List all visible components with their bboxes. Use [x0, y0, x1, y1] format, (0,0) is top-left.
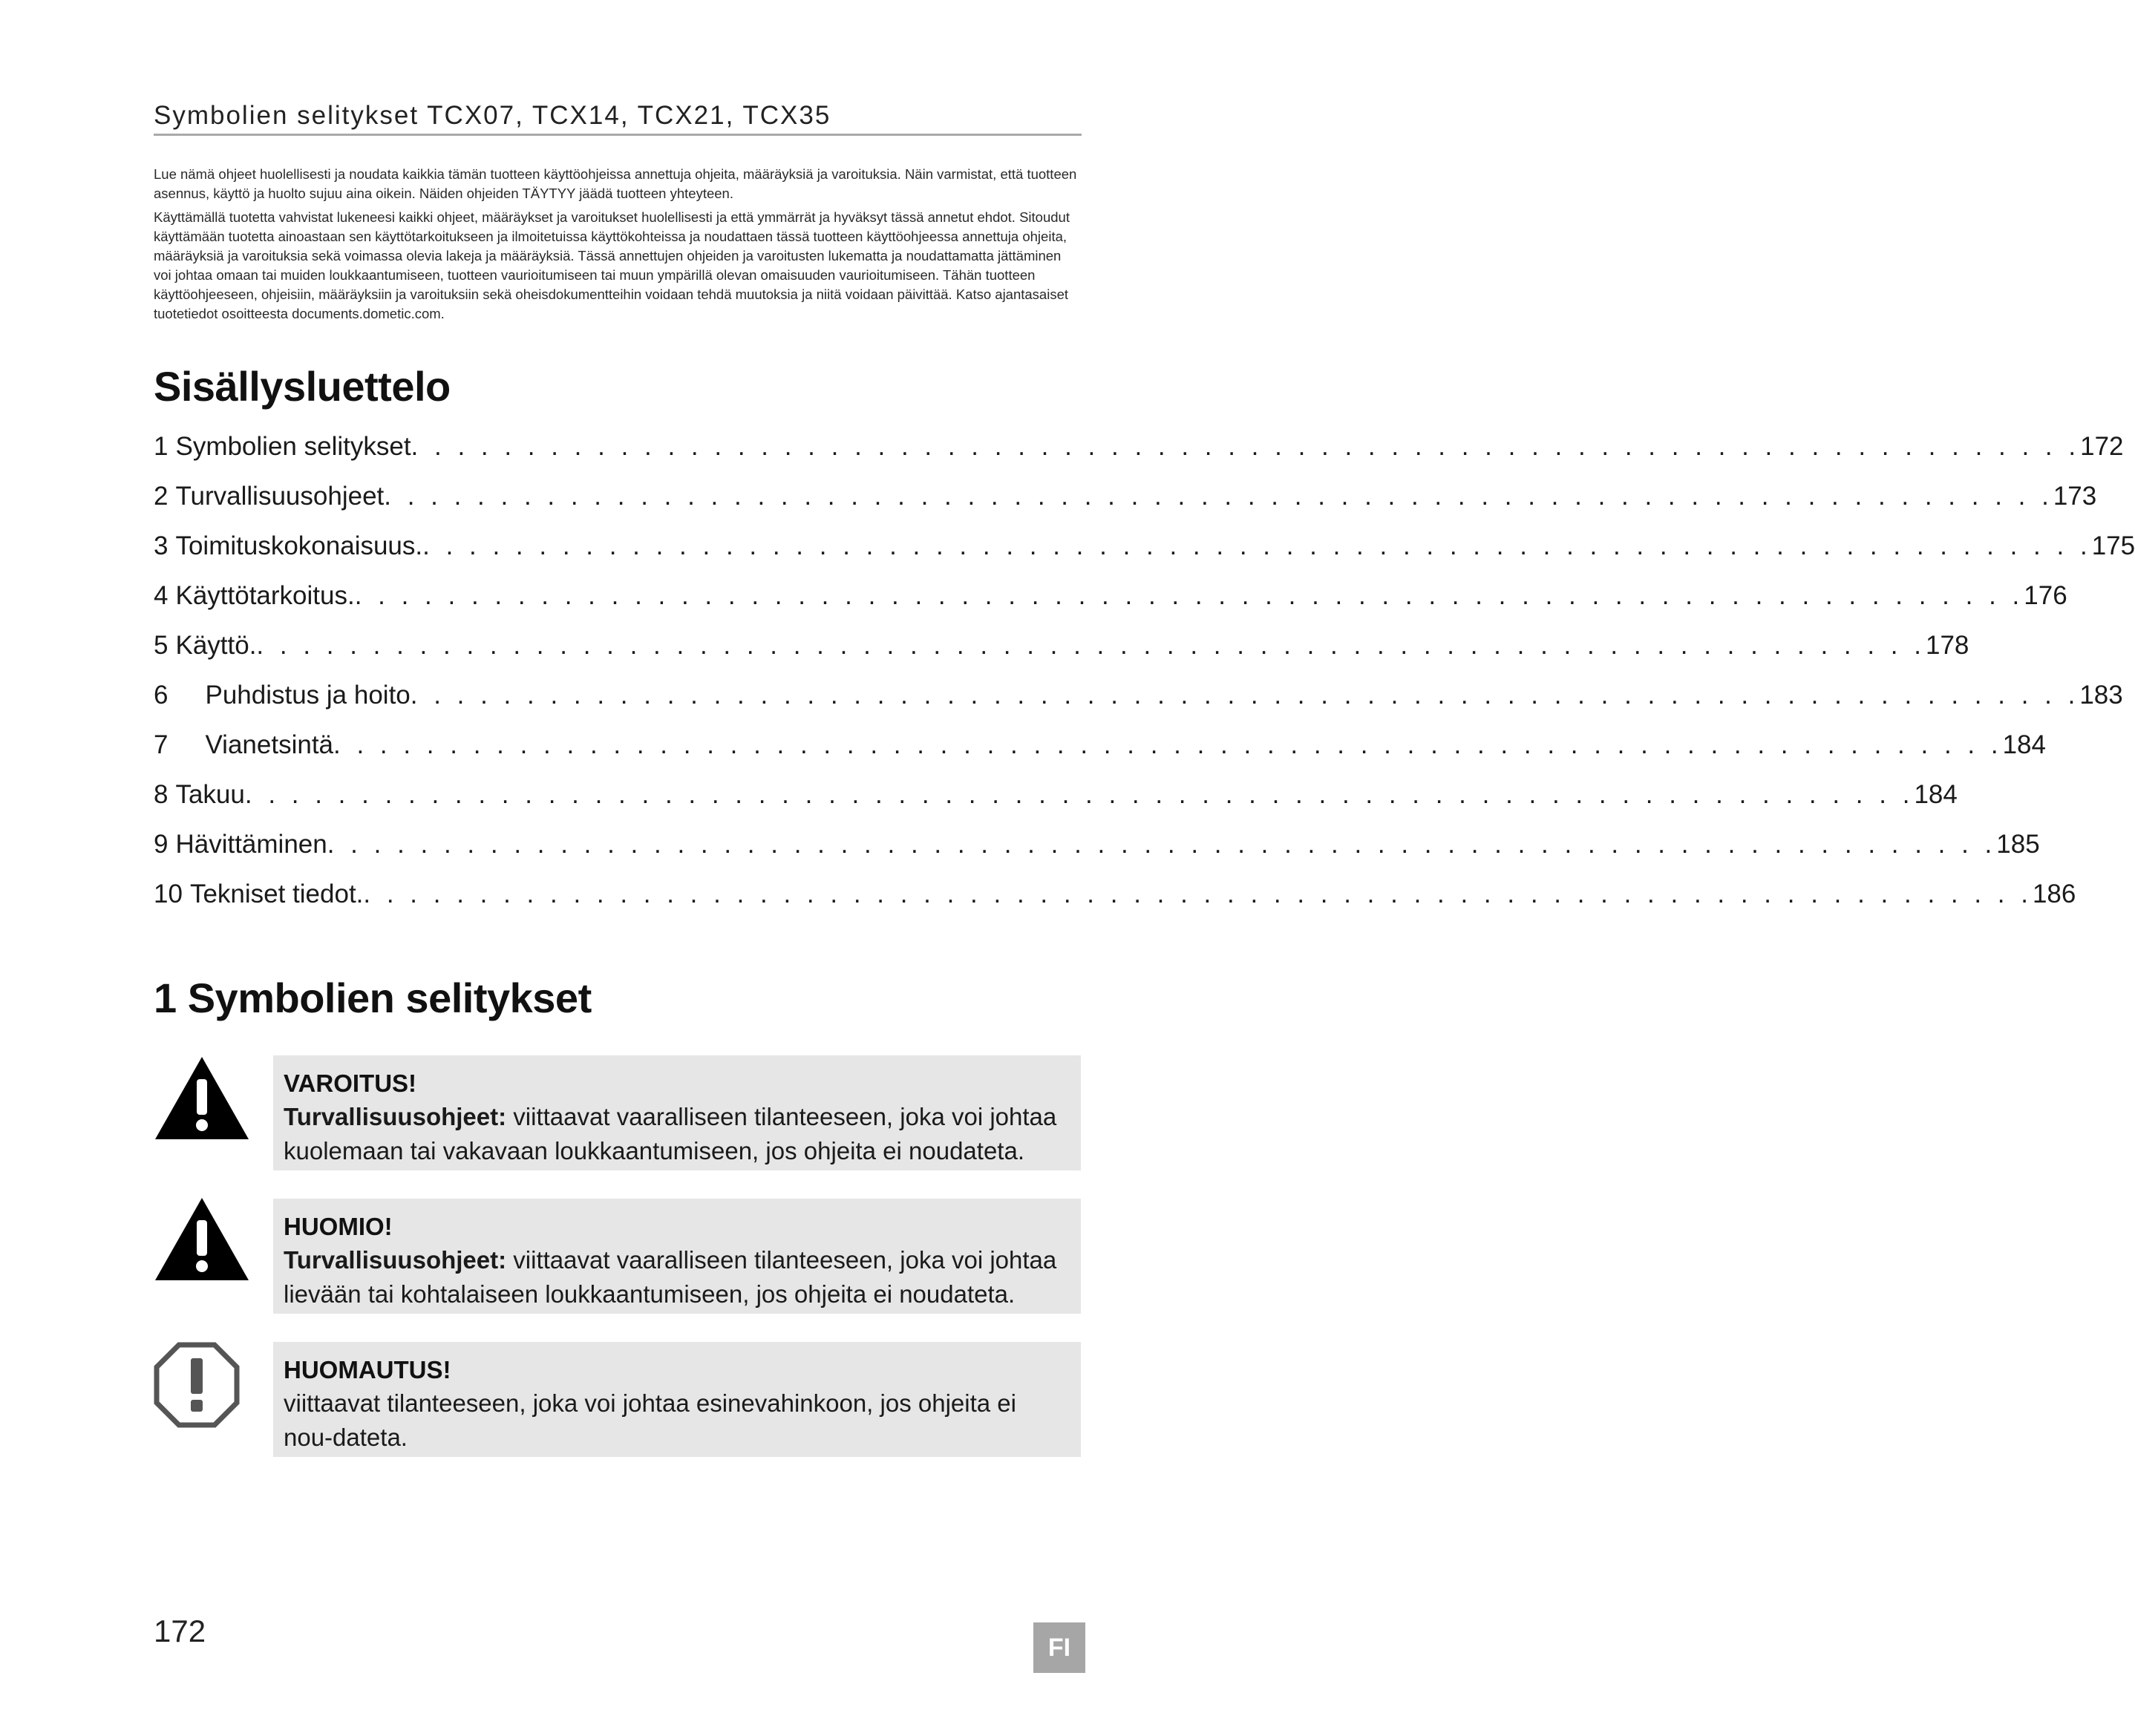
header-rule [154, 134, 1082, 136]
notice-lead: Turvallisuusohjeet: [284, 1103, 507, 1130]
notice-octagon-icon [154, 1342, 240, 1428]
notice-note [273, 1342, 1081, 1457]
intro-text [154, 165, 1082, 328]
toc-entry-page: 172 [2080, 432, 2124, 461]
toc-entry-number: 2 [154, 482, 169, 511]
toc-entry[interactable] [154, 432, 2124, 469]
toc-entry-page: 186 [2032, 880, 2076, 908]
intro-paragraph-2: Käyttämällä tuotetta vahvistat lukeneesi kaikki ohjeet, määräykset ja varoitukset huolellisesti ja että ymmärrät ja hyväksyt tässä annetut ehdot. Sitoudut käyttämään tuotetta ainoastaan sen käyttötarkoitukseen ja ilmoitetuissa käyttökohteissa ja noudattaen tässä tuotteen käyttöohjeessa annettuja ohjeita, määräyksiä ja varoituksia sekä voimassa olevia lakeja ja määräyksiä. Tässä annettujen ohjeiden ja varoitusten lukematta ja noudattamatta jättäminen voi johtaa omaan tai muiden loukkaantumiseen, tuotteen vaurioitumiseen tai muun ympärillä olevan omaisuuden vaurioitumiseen. Tähän tuotteen käyttöohjeeseen, ohjeisiin, määräyksiin ja varoituksiin sekä oheisdokumentteihin voidaan tehdä muutoksia ja niitä voidaan päivittää. Katso ajantasaiset tuotetiedot osoitteesta documents.dometic.com. [154, 209, 1070, 321]
toc-entry[interactable] [154, 631, 1969, 668]
toc-entry-number: 3 [154, 531, 169, 560]
notice-title: HUOMAUTUS! [284, 1356, 451, 1383]
toc-entry-number: 1 [154, 432, 169, 461]
toc-leader-dots: . . . . . . . . . . . . . . . . . . . . . . . . . . . . . . . . . . . . . . . . . . . . . . . . . . . . . . . . . . . . . . . . . . . . . . . . [410, 681, 2080, 710]
running-header: Symbolien selitykset TCX07, TCX14, TCX21, TCX35 [154, 101, 831, 130]
toc-entry-number: 10 [154, 880, 183, 908]
toc-entry-label: Toimituskokonaisuus. [175, 531, 423, 560]
notice-caution [273, 1199, 1081, 1314]
warning-triangle-icon [154, 1055, 250, 1141]
toc-entry-label: Hävittäminen [175, 830, 327, 859]
toc-entry-number: 8 [154, 780, 169, 809]
toc-entry-page: 184 [1914, 780, 1958, 809]
toc-entry[interactable] [154, 531, 2135, 569]
toc-entry-label: Puhdistus ja hoito [205, 681, 411, 710]
toc-entry-label: Takuu [175, 780, 245, 809]
page-number: 172 [154, 1614, 206, 1648]
toc-leader-dots: . . . . . . . . . . . . . . . . . . . . . . . . . . . . . . . . . . . . . . . . . . . . . . . . . . . . . . . . . . . . . . . . . . . . . . . . [384, 482, 2053, 511]
caution-triangle-icon [154, 1196, 250, 1282]
notice-title: HUOMIO! [284, 1213, 393, 1240]
notice-text: viittaavat vaaralliseen tilanteeseen, joka voi johtaa kuolemaan tai vakavaan loukkaantumiseen, jos ohjeita ei noudateta. [284, 1103, 1057, 1165]
toc-entry[interactable] [154, 880, 2076, 917]
toc-entry-page: 173 [2053, 482, 2097, 511]
toc-entry-page: 175 [2091, 531, 2135, 560]
toc-entry[interactable] [154, 482, 2097, 519]
notice-lead: Turvallisuusohjeet: [284, 1246, 507, 1274]
toc-leader-dots: . . . . . . . . . . . . . . . . . . . . . . . . . . . . . . . . . . . . . . . . . . . . . . . . . . . . . . . . . . . . . . . . . . . . . . . . [327, 830, 1997, 859]
section-title: 1 Symbolien selitykset [154, 975, 592, 1021]
toc-entry-number: 7 [154, 730, 169, 759]
toc-entry[interactable] [154, 730, 2046, 767]
notice-title: VAROITUS! [284, 1070, 417, 1097]
toc-leader-dots: . . . . . . . . . . . . . . . . . . . . . . . . . . . . . . . . . . . . . . . . . . . . . . . . . . . . . . . . . . . . . . . . . . . . . . . . [422, 531, 2092, 560]
toc-entry-number: 6 [154, 681, 169, 710]
toc-entry-number: 4 [154, 581, 169, 610]
toc-entry-label: Käyttö. [175, 631, 257, 660]
notice-text: viittaavat vaaralliseen tilanteeseen, joka voi johtaa lievään tai kohtalaiseen loukkaantumiseen, jos ohjeita ei noudateta. [284, 1246, 1057, 1308]
toc-entry[interactable] [154, 830, 2040, 867]
toc-entry[interactable] [154, 581, 2067, 618]
toc-leader-dots: . . . . . . . . . . . . . . . . . . . . . . . . . . . . . . . . . . . . . . . . . . . . . . . . . . . . . . . . . . . . . . . . . . . . . . . . [244, 780, 1915, 809]
toc-entry[interactable] [154, 681, 2123, 718]
toc-entry-page: 178 [1925, 631, 1969, 660]
toc-entry-label: Turvallisuusohjeet [175, 482, 385, 511]
language-badge: FI [1033, 1622, 1085, 1673]
toc-entry-number: 9 [154, 830, 169, 859]
toc-entry-label: Symbolien selitykset [175, 432, 411, 461]
toc-entry-label: Käyttötarkoitus. [175, 581, 355, 610]
toc-entry-number: 5 [154, 631, 169, 660]
notice-body: viittaavat tilanteeseen, joka voi johtaa esinevahinkoon, jos ohjeita ei nou-dateta. [284, 1389, 1016, 1451]
toc-entry-page: 185 [1996, 830, 2040, 859]
intro-paragraph-1: Lue nämä ohjeet huolellisesti ja noudata kaikkia tämän tuotteen käyttöohjeissa annettuja ohjeita, määräyksiä ja varoituksia. Näin varmistat, että tuotteen asennus, käyttö ja huolto sujuu aina oikein. Näiden ohjeiden TÄYTYY jäädä tuotteen yhteyteen. [154, 166, 1077, 201]
toc-entry-page: 183 [2079, 681, 2123, 710]
toc-leader-dots: . . . . . . . . . . . . . . . . . . . . . . . . . . . . . . . . . . . . . . . . . . . . . . . . . . . . . . . . . . . . . . . . . . . . . . . . [333, 730, 2003, 759]
toc-leader-dots: . . . . . . . . . . . . . . . . . . . . . . . . . . . . . . . . . . . . . . . . . . . . . . . . . . . . . . . . . . . . . . . . . . . . . . . . [363, 880, 2033, 908]
notice-warning [273, 1055, 1081, 1170]
toc-leader-dots: . . . . . . . . . . . . . . . . . . . . . . . . . . . . . . . . . . . . . . . . . . . . . . . . . . . . . . . . . . . . . . . . . . . . . . . . [256, 631, 1926, 660]
toc-entry-page: 176 [2024, 581, 2067, 610]
toc-entry-page: 184 [2002, 730, 2046, 759]
toc-entry-label: Tekniset tiedot. [189, 880, 364, 908]
notice-body [284, 1100, 1070, 1168]
toc-entry[interactable] [154, 780, 1958, 817]
toc-entry-label: Vianetsintä [205, 730, 334, 759]
notice-body [284, 1243, 1070, 1311]
toc-leader-dots: . . . . . . . . . . . . . . . . . . . . . . . . . . . . . . . . . . . . . . . . . . . . . . . . . . . . . . . . . . . . . . . . . . . . . . . . [411, 432, 2081, 461]
toc-leader-dots: . . . . . . . . . . . . . . . . . . . . . . . . . . . . . . . . . . . . . . . . . . . . . . . . . . . . . . . . . . . . . . . . . . . . . . . . [354, 581, 2024, 610]
toc-title: Sisällysluettelo [154, 363, 451, 410]
